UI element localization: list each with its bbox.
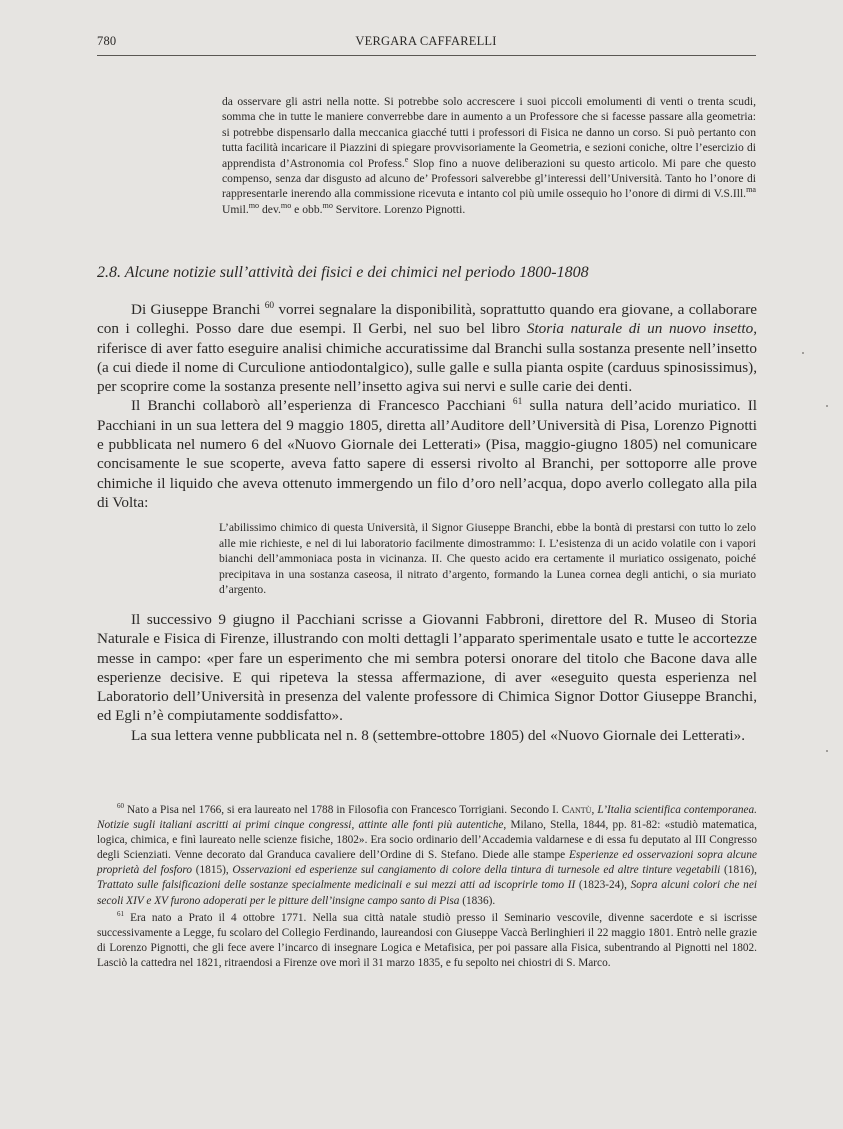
section-title: 2.8. Alcune notizie sull’attività dei fisici e dei chimici nel periodo 1800-1808 xyxy=(97,264,589,281)
paragraph: Il successivo 9 giugno il Pacchiani scrisse a Giovanni Fabbroni, direttore del R. Museo di Storia Naturale e Fisica di Firenze, illustrando con molti dettagli l’apparato sperimentale usato e tutte le accortezze messe in campo: «per fare un esperimento che mi sembra potersi onorare del titolo che Bacone dava alle esperienze decisive. E qui ripeteva la stessa affermazione, di aver «eseguito questa esperienza nel Laboratorio dell’Università in presenza del valente professore di Chimica Signor Dottor Giuseppe Branchi, ed Egli n’è compiutamente soddisfatto». xyxy=(97,611,757,725)
letter-text: Umil. xyxy=(222,202,249,216)
work-title: L’Italia scientifica contemporanea. Notizie sugli italiani ascritti ai primi cinque congressi, attinte alle fonti più autentiche xyxy=(97,804,757,832)
work-title: Sopra alcuni colori che nei secoli XIV e XV furono adoperati per le pitture dell’insigne campo santo di Pisa xyxy=(97,879,757,907)
footnote-60 xyxy=(97,803,757,909)
paragraph xyxy=(97,300,757,396)
text-run: vorrei segnalare la disponibilità, soprattutto quando era giovane, a collaborare con i colleghi. Posso dare due esempi. Il Gerbi, nel suo bel libro xyxy=(97,301,758,338)
superscript: ma xyxy=(746,185,756,195)
superscript: mo xyxy=(280,200,292,210)
block-quote xyxy=(219,520,756,598)
text-run: (1816), xyxy=(720,864,757,877)
paper-speck xyxy=(826,405,828,407)
text-run: Nato a Pisa nel 1766, si era laureato nel 1788 in Filosofia con Francesco Torrigiani. Secondo I. xyxy=(124,804,562,816)
letter-text: Slop fino a nuove deliberazioni su questo articolo. Mi pare che questo compenso, senza dar disgusto ad alcuno de’ Professori salverebbe gl’interessi dell’Università. Tanto ho l’onore di rappresentarle inerendo alla commissione ricevuta e intanto col più umile ossequio ho l’onore di dirmi di V.S.Ill. xyxy=(222,156,756,201)
paragraph xyxy=(97,396,757,512)
text-run: , xyxy=(591,804,598,816)
footnote-ref-60[interactable]: 60 xyxy=(264,300,275,311)
superscript: mo xyxy=(248,200,260,210)
footnote-number: 60 xyxy=(117,802,124,811)
letter-text: Servitore. Lorenzo Pignotti. xyxy=(332,202,466,216)
header-rule xyxy=(97,55,756,56)
body-text-block-1 xyxy=(97,300,757,512)
paper-speck xyxy=(826,750,828,752)
work-title: Esperienze ed osservazioni sopra alcune proprietà del fosforo xyxy=(97,849,757,877)
paragraph: La sua lettera venne pubblicata nel n. 8 (settembre-ottobre 1805) del «Nuovo Giornale dei Letterati». xyxy=(131,726,746,744)
body-text-block-2 xyxy=(97,610,757,745)
text-run: (1823-24), xyxy=(575,879,631,892)
letter-quote-block xyxy=(222,94,756,217)
footnote-ref-61[interactable]: 61 xyxy=(512,397,523,408)
footnote-61 xyxy=(97,911,757,971)
text-run: Di Giuseppe Branchi xyxy=(131,301,265,318)
footnote-number: 61 xyxy=(117,909,124,918)
page-number: 780 xyxy=(97,34,117,48)
text-run: (1815), xyxy=(192,864,233,877)
footnotes xyxy=(97,803,757,973)
superscript: mo xyxy=(322,200,333,210)
work-title: Trattato sulle falsificazioni delle sostanze specialmente medicinali e sui mezzi atti ad iscoprirle tomo II xyxy=(97,879,576,892)
text-run: Era nato a Prato il 4 ottobre 1771. Nella sua città natale studiò presso il Seminario vescovile, divenne sacerdote e si iscrisse successivamente a Legge, fu scolaro del Collegio Ferdinando, laureandosi con Giuseppe Vaccà Berlinghieri il 22 maggio 1801. Entrò nelle grazie di Lorenzo Pignotti, che gli fece avere l’incarco di insegnare Logica e Metafisica, per poi passare alla Fisica, subentrando al Pignotti nel 1802. Lasciò la cattedra nel 1821, ritraendosi a Firenze ove morì il 31 marzo 1835, e fu sepolto nei chiostri di S. Marco. xyxy=(97,911,757,969)
text-run: , riferisce di aver fatto eseguire analisi chimiche accuratissime dal Branchi sulla sostanza presente nell’insetto (a cui diede il nome di Curculione antiodontalgico), sulle galle e sulla pianta ospite (carduus spinosissimus), per scoprire come la sostanza presente nell’insetto agiva sui nervi e sulle carie dei denti. xyxy=(97,320,757,396)
letter-text: e obb. xyxy=(291,202,323,216)
letter-text: dev. xyxy=(259,202,281,216)
text-run: sulla natura dell’acido muriatico. Il Pacchiani in un sua lettera del 9 maggio 1805, diretta all’Auditore dell’Università di Pisa, Lorenzo Pignotti e pubblicata nel numero 6 del «Nuovo Giornale dei Letterati» (Pisa, maggio-giugno 1805) nel comunicare concisamente le sue scoperte, aveva fatto sapere di essersi rivolto al Branchi, per sottoporre alle prove chimiche il liquido che aveva ottenuto immergendo un filo d’oro nell’acqua, dopo averlo collegato alla pila di Volta: xyxy=(97,397,758,511)
letter-text: da osservare gli astri nella notte. Si potrebbe solo accrescere i suoi piccoli emolumenti di venti o trenta scudi, somma che in tutte le maniere converrebbe dare in aumento a un Professore che si facesse passare alla geometria: si potrebbe dispensarlo dalla meccanica giacché tutti i professori di Fisica ne danno un corso. Si può pertanto con tutta facilità incaricare il Piazzini di spiegare provvisoriamente la Geometria, e sezioni coniche, oltre l’esercizio di apprendista d’Astronomia col Profess. xyxy=(222,95,756,170)
work-title: Osservazioni ed esperienze sul cangiamento di colore della tintura di turnesole ed altre tinture vegetabili xyxy=(232,864,721,877)
quote-text: L’abilissimo chimico di questa Università, il Signor Giuseppe Branchi, ebbe la bontà di prestarsi con tutto lo zelo alle mie richieste, e nel di lui laboratorio facilmente dimostrammo: I. L’esistenza di un acido volatile con i vapori bianchi dell’ammoniaca posta in vicinanza. II. Che questo acido era certamente il muriatico ossigenato, poiché precipitava in una sostanza caseosa, il nitrato d’argento, formando la Lunea cornea degli antichi, o sia muriato d’argento. xyxy=(219,521,756,597)
text-run: (1836). xyxy=(459,894,496,907)
running-title: VERGARA CAFFARELLI xyxy=(355,34,497,48)
book-title: Storia naturale di un nuovo insetto xyxy=(526,320,754,338)
paper-speck xyxy=(802,352,804,354)
text-run: Il Branchi collaborò all’esperienza di Francesco Pacchiani xyxy=(131,397,513,415)
author-name: Cantù xyxy=(561,804,592,816)
superscript: e xyxy=(404,154,409,164)
text-run: , Milano, Stella, 1844, pp. 81-82: «studiò matematica, logica, chimica, e finì laureato nelle scienze fisiche, 1802». Era socio ordinario dell’Accademia valdarnese e di essa fu deputato al III Congresso degli Scienziati. Venne decorato dal Granduca cavaliere dell’Ordine di S. Stefano. Diede alle stampe xyxy=(97,819,757,862)
